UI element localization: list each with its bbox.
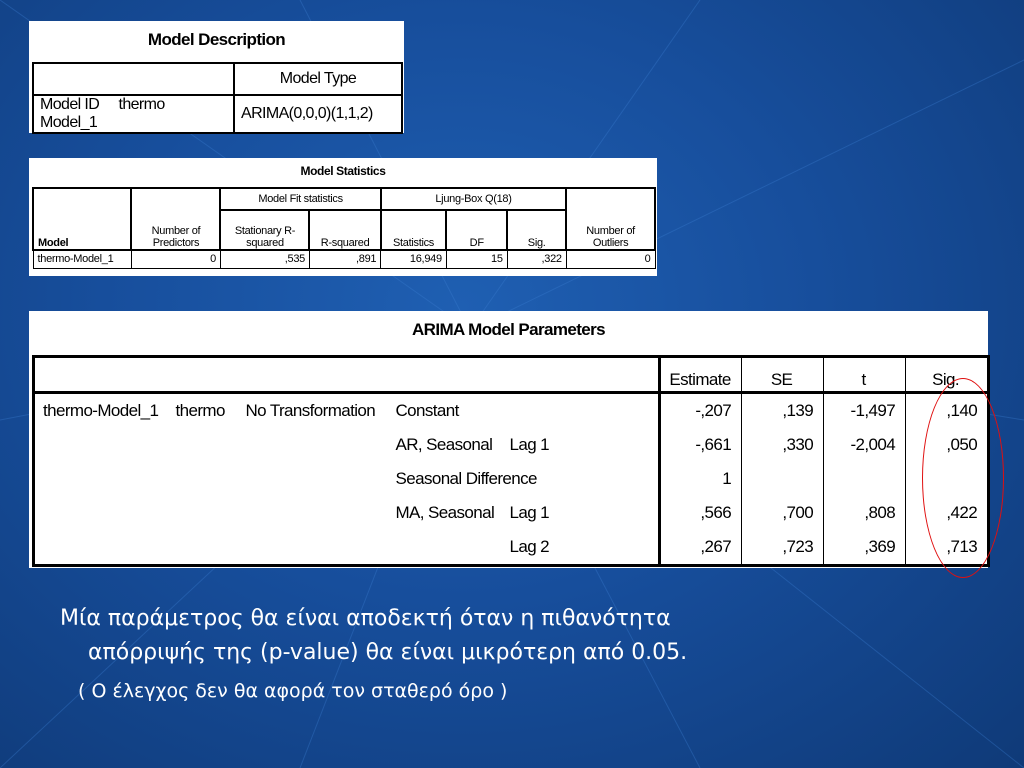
table-row: [34, 530, 989, 566]
row-term: Seasonal Difference: [395, 469, 537, 488]
statistics-header: Statistics: [381, 210, 447, 250]
df-header: DF: [446, 210, 507, 250]
row-df: 15: [446, 250, 507, 268]
model-type-header: Model Type: [234, 63, 402, 95]
sig-highlight-circle: [922, 378, 1004, 578]
row-model: thermo-Model_1: [33, 250, 131, 268]
row-term: AR, Seasonal: [395, 435, 493, 454]
row-sig: ,422: [906, 496, 989, 530]
model-id-label: Model ID: [40, 96, 100, 113]
arima-parameters-table: [29, 311, 988, 568]
row-t: [824, 462, 906, 496]
row-num-predictors: 0: [131, 250, 220, 268]
stationary-r2-header: Stationary R-squared: [220, 210, 309, 250]
estimate-header: Estimate: [660, 357, 742, 393]
num-predictors-header: Number of Predictors: [131, 188, 220, 250]
model-variable: thermo: [118, 96, 165, 113]
row-se: ,330: [742, 428, 824, 462]
table-row: [34, 496, 989, 530]
slide-text-line2: απόρριψής της (p-value) θα είναι μικρότερη από 0.05.: [88, 640, 688, 665]
model-description-title: Model Description: [147, 30, 286, 49]
row-term: Constant: [395, 401, 459, 420]
row-r2: ,891: [309, 250, 380, 268]
slide-text-note: ( Ο έλεγχος δεν θα αφορά τον σταθερό όρο ): [78, 680, 508, 702]
row-estimate: -,207: [660, 393, 742, 429]
sig-header: Sig.: [906, 357, 989, 393]
row-t: ,808: [824, 496, 906, 530]
table-row: [34, 428, 989, 462]
row-estimate: 1: [660, 462, 742, 496]
row-statistics: 16,949: [381, 250, 447, 268]
fit-statistics-header: Model Fit statistics: [220, 188, 380, 210]
model-name: Model_1: [40, 114, 98, 131]
row-num-outliers: 0: [566, 250, 655, 268]
row-lag: [502, 393, 660, 429]
corner-cell: [33, 63, 234, 95]
row-sig: ,322: [507, 250, 566, 268]
arima-header-blank: [34, 357, 660, 393]
row-lag: Lag 1: [509, 503, 550, 522]
se-header: SE: [742, 357, 824, 393]
row-t: ,369: [824, 530, 906, 566]
model-id-cell: [33, 95, 234, 133]
row-se: ,723: [742, 530, 824, 566]
row-sig: ,140: [906, 393, 989, 429]
ljung-box-header: Ljung-Box Q(18): [381, 188, 566, 210]
row-estimate: ,566: [660, 496, 742, 530]
model-statistics-title: Model Statistics: [300, 164, 386, 178]
row-sig: ,713: [906, 530, 989, 566]
row-t: -1,497: [824, 393, 906, 429]
row-variable: thermo: [175, 401, 225, 420]
row-term: [388, 530, 502, 566]
t-header: t: [824, 357, 906, 393]
row-estimate: -,661: [660, 428, 742, 462]
r2-header: R-squared: [309, 210, 380, 250]
row-se: ,139: [742, 393, 824, 429]
table-row: [34, 393, 989, 429]
row-se: [742, 462, 824, 496]
model-statistics-table: [29, 158, 657, 276]
table-row: [34, 462, 989, 496]
model-type-value: ARIMA(0,0,0)(1,1,2): [234, 95, 402, 133]
sig-header: Sig.: [507, 210, 566, 250]
num-outliers-header: Number of Outliers: [566, 188, 655, 250]
row-model: thermo-Model_1: [34, 393, 168, 429]
row-se: ,700: [742, 496, 824, 530]
row-lag: Lag 1: [509, 435, 550, 454]
row-term: MA, Seasonal: [395, 503, 495, 522]
row-sig: ,050: [906, 428, 989, 462]
model-header: Model: [33, 188, 131, 250]
row-transformation: No Transformation: [245, 401, 376, 420]
row-estimate: ,267: [660, 530, 742, 566]
table-row: [33, 250, 655, 268]
row-t: -2,004: [824, 428, 906, 462]
row-stationary-r2: ,535: [220, 250, 309, 268]
slide-text-line1: Μία παράμετρος θα είναι αποδεκτή όταν η πιθανότητα: [60, 606, 671, 631]
arima-parameters-title: ARIMA Model Parameters: [411, 320, 606, 339]
model-description-table: [29, 21, 404, 133]
row-lag: Lag 2: [502, 530, 660, 566]
